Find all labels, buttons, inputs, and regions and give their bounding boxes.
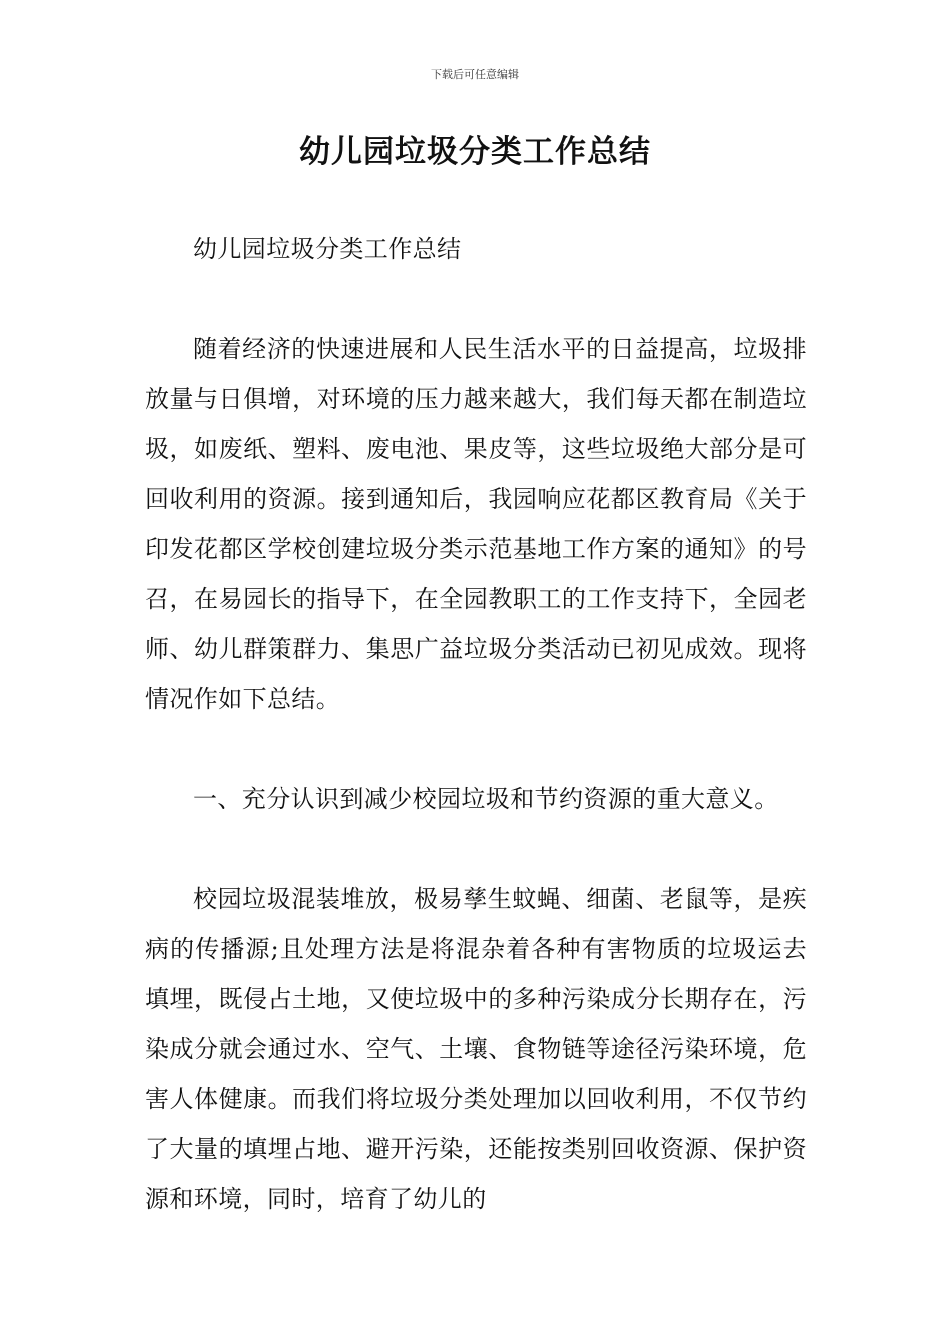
paragraph-intro: 随着经济的快速进展和人民生活水平的日益提高，垃圾排放量与日俱增，对环境的压力越来越大，我们每天都在制造垃圾，如废纸、塑料、废电池、果皮等，这些垃圾绝大部分是可回收利用的资源。接到通知后，我园响应花都区教育局《关于印发花都区学校创建垃圾分类示范基地工作方案的通知》的号召，在易园长的指导下，在全园教职工的工作支持下，全园老师、幼儿群策群力、集思广益垃圾分类活动已初见成效。现将情况作如下总结。 — [145, 335, 807, 713]
document-body — [145, 224, 807, 1224]
document-title: 幼儿园垃圾分类工作总结 — [299, 134, 651, 170]
header-note: 下载后可任意编辑 — [431, 68, 519, 81]
paragraph-section-1: 校园垃圾混装堆放，极易孳生蚊蝇、细菌、老鼠等，是疾病的传播源;且处理方法是将混杂着各种有害物质的垃圾运去填埋，既侵占土地，又使垃圾中的多种污染成分长期存在，污染成分就会通过水、空气、土壤、食物链等途径污染环境，危害人体健康。而我们将垃圾分类处理加以回收利用，不仅节约了大量的填埋占地、避开污染，还能按类别回收资源、保护资源和环境，同时，培育了幼儿的 — [145, 885, 807, 1213]
paragraph-subtitle: 幼儿园垃圾分类工作总结 — [193, 235, 462, 263]
section-heading-1: 一、充分认识到减少校园垃圾和节约资源的重大意义。 — [193, 785, 779, 813]
